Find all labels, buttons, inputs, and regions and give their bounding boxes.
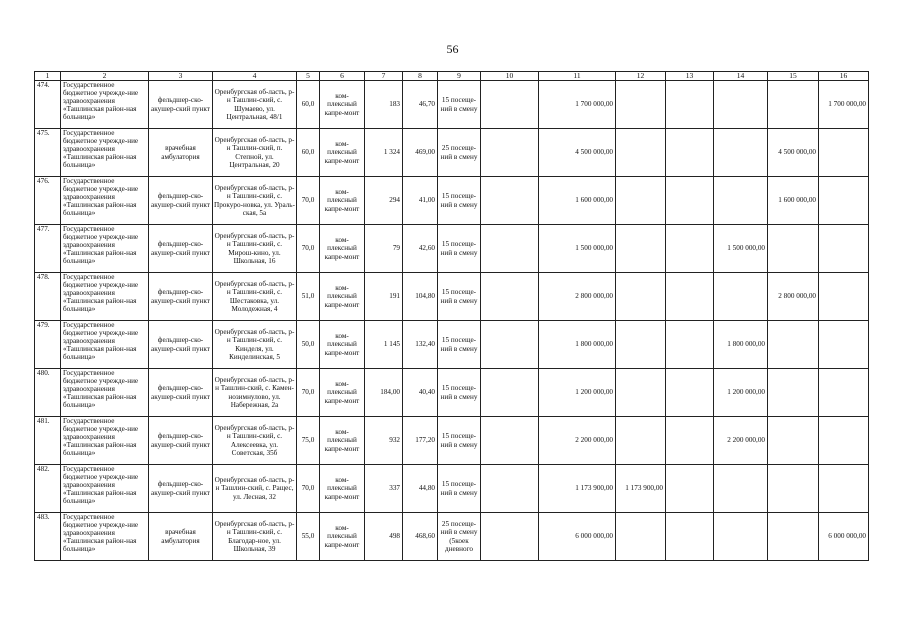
amount-col14-cell: 1 200 000,00 — [714, 369, 768, 417]
population-cell: 294 — [365, 177, 403, 225]
amount-col10-cell — [481, 513, 539, 561]
amount-col12-cell — [616, 417, 666, 465]
amount-col15-cell: 1 600 000,00 — [768, 177, 819, 225]
facilities-table — [34, 71, 869, 561]
amount-col10-cell — [481, 369, 539, 417]
amount-col16-cell — [819, 129, 869, 177]
population-cell: 1 145 — [365, 321, 403, 369]
column-number: 15 — [768, 72, 819, 81]
amount-col14-cell — [714, 129, 768, 177]
column-number: 11 — [539, 72, 616, 81]
capacity-cell: 15 посеще-ний в смену — [438, 465, 481, 513]
row-number: 482. — [35, 465, 61, 513]
work-type-cell: ком-плексный капре-монт — [320, 465, 365, 513]
address-cell: Оренбургская об-ласть, р-н Ташлин-ский, с. Шумаево, ул. Центральная, 48/1 — [213, 81, 297, 129]
amount-col12-cell — [616, 321, 666, 369]
work-type-cell: ком-плексный капре-монт — [320, 225, 365, 273]
amount-col13-cell — [666, 513, 714, 561]
column-number: 2 — [61, 72, 149, 81]
amount-col13-cell — [666, 81, 714, 129]
row-number: 483. — [35, 513, 61, 561]
work-type-cell: ком-плексный капре-монт — [320, 273, 365, 321]
work-type-cell: ком-плексный капре-монт — [320, 129, 365, 177]
organization-cell: Государственное бюджетное учрежде-ние здравоохранения «Ташлинская район-ная больница» — [61, 369, 149, 417]
distance-cell: 42,60 — [403, 225, 438, 273]
amount-col15-cell — [768, 321, 819, 369]
organization-cell: Государственное бюджетное учрежде-ние здравоохранения «Ташлинская район-ная больница» — [61, 81, 149, 129]
work-type-cell: ком-плексный капре-монт — [320, 513, 365, 561]
population-cell: 337 — [365, 465, 403, 513]
area-cell: 75,0 — [297, 417, 320, 465]
amount-col15-cell — [768, 369, 819, 417]
capacity-cell: 25 посеще-ний в смену — [438, 129, 481, 177]
amount-total-cell: 1 500 000,00 — [539, 225, 616, 273]
amount-col14-cell: 1 500 000,00 — [714, 225, 768, 273]
amount-total-cell: 2 800 000,00 — [539, 273, 616, 321]
amount-col10-cell — [481, 225, 539, 273]
amount-col14-cell: 1 800 000,00 — [714, 321, 768, 369]
population-cell: 183 — [365, 81, 403, 129]
facility-type-cell: фельдшер-ско-акушер-ский пункт — [149, 225, 213, 273]
column-number: 13 — [666, 72, 714, 81]
amount-col14-cell — [714, 81, 768, 129]
column-number: 5 — [297, 72, 320, 81]
column-number: 12 — [616, 72, 666, 81]
amount-col13-cell — [666, 369, 714, 417]
amount-col13-cell — [666, 177, 714, 225]
amount-col12-cell — [616, 513, 666, 561]
capacity-cell: 15 посеще-ний в смену — [438, 177, 481, 225]
amount-col16-cell: 1 700 000,00 — [819, 81, 869, 129]
area-cell: 50,0 — [297, 321, 320, 369]
amount-col13-cell — [666, 273, 714, 321]
table-row — [35, 273, 869, 321]
row-number: 474. — [35, 81, 61, 129]
row-number: 478. — [35, 273, 61, 321]
row-number: 476. — [35, 177, 61, 225]
address-cell: Оренбургская об-ласть, р-н Ташлин-ский, с. Шестаковка, ул. Молодежная, 4 — [213, 273, 297, 321]
population-cell: 498 — [365, 513, 403, 561]
amount-col15-cell — [768, 417, 819, 465]
amount-col10-cell — [481, 81, 539, 129]
amount-total-cell: 2 200 000,00 — [539, 417, 616, 465]
amount-total-cell: 6 000 000,00 — [539, 513, 616, 561]
organization-cell: Государственное бюджетное учрежде-ние здравоохранения «Ташлинская район-ная больница» — [61, 225, 149, 273]
amount-col10-cell — [481, 321, 539, 369]
amount-col10-cell — [481, 129, 539, 177]
population-cell: 184,00 — [365, 369, 403, 417]
facility-type-cell: фельдшер-ско-акушер-ский пункт — [149, 321, 213, 369]
facility-type-cell: фельдшер-ско-акушер-ский пункт — [149, 177, 213, 225]
amount-col12-cell — [616, 177, 666, 225]
organization-cell: Государственное бюджетное учрежде-ние здравоохранения «Ташлинская район-ная больница» — [61, 417, 149, 465]
distance-cell: 104,80 — [403, 273, 438, 321]
table-row — [35, 225, 869, 273]
address-cell: Оренбургская об-ласть, р-н Ташлин-ский, с. Прокуро-новка, ул. Ураль-ская, 5а — [213, 177, 297, 225]
population-cell: 79 — [365, 225, 403, 273]
amount-col15-cell: 4 500 000,00 — [768, 129, 819, 177]
column-number: 3 — [149, 72, 213, 81]
amount-col14-cell — [714, 273, 768, 321]
amount-col12-cell: 1 173 900,00 — [616, 465, 666, 513]
row-number: 479. — [35, 321, 61, 369]
amount-col10-cell — [481, 273, 539, 321]
row-number: 475. — [35, 129, 61, 177]
distance-cell: 46,70 — [403, 81, 438, 129]
distance-cell: 469,00 — [403, 129, 438, 177]
distance-cell: 44,80 — [403, 465, 438, 513]
area-cell: 60,0 — [297, 81, 320, 129]
column-number: 16 — [819, 72, 869, 81]
area-cell: 70,0 — [297, 177, 320, 225]
area-cell: 55,0 — [297, 513, 320, 561]
amount-col12-cell — [616, 273, 666, 321]
capacity-cell: 15 посеще-ний в смену — [438, 369, 481, 417]
population-cell: 932 — [365, 417, 403, 465]
amount-col16-cell — [819, 369, 869, 417]
capacity-cell: 15 посеще-ний в смену — [438, 225, 481, 273]
distance-cell: 41,00 — [403, 177, 438, 225]
table-row — [35, 177, 869, 225]
capacity-cell: 15 посеще-ний в смену — [438, 273, 481, 321]
address-cell: Оренбургская об-ласть, р-н Ташлин-ский, с. Кинделя, ул. Кинделинская, 5 — [213, 321, 297, 369]
address-cell: Оренбургская об-ласть, р-н Ташлин-ский, с. Камен-нозимнулово, ул. Набережная, 2а — [213, 369, 297, 417]
amount-col12-cell — [616, 225, 666, 273]
facility-type-cell: врачебная амбулатория — [149, 129, 213, 177]
amount-col15-cell — [768, 81, 819, 129]
amount-col12-cell — [616, 81, 666, 129]
area-cell: 51,0 — [297, 273, 320, 321]
table-row — [35, 81, 869, 129]
amount-col15-cell — [768, 225, 819, 273]
column-number-row — [35, 72, 869, 81]
amount-col13-cell — [666, 321, 714, 369]
table-row — [35, 321, 869, 369]
amount-col10-cell — [481, 465, 539, 513]
address-cell: Оренбургская об-ласть, р-н Ташлин-ский, п. Степной, ул. Центральная, 20 — [213, 129, 297, 177]
amount-col16-cell — [819, 321, 869, 369]
column-number: 14 — [714, 72, 768, 81]
facility-type-cell: фельдшер-ско-акушер-ский пункт — [149, 417, 213, 465]
amount-col13-cell — [666, 225, 714, 273]
address-cell: Оренбургская об-ласть, р-н Ташлин-ский, с. Мирош-кино, ул. Школьная, 16 — [213, 225, 297, 273]
amount-col16-cell — [819, 177, 869, 225]
population-cell: 1 324 — [365, 129, 403, 177]
amount-col12-cell — [616, 129, 666, 177]
distance-cell: 132,40 — [403, 321, 438, 369]
amount-col16-cell — [819, 417, 869, 465]
organization-cell: Государственное бюджетное учрежде-ние здравоохранения «Ташлинская район-ная больница» — [61, 465, 149, 513]
page-number: 56 — [446, 42, 459, 56]
address-cell: Оренбургская об-ласть, р-н Ташлин-ский, с. Алексеевка, ул. Советская, 35б — [213, 417, 297, 465]
capacity-cell: 15 посеще-ний в смену — [438, 81, 481, 129]
facility-type-cell: фельдшер-ско-акушер-ский пункт — [149, 369, 213, 417]
amount-col14-cell — [714, 465, 768, 513]
area-cell: 70,0 — [297, 465, 320, 513]
amount-col16-cell — [819, 273, 869, 321]
amount-col16-cell: 6 000 000,00 — [819, 513, 869, 561]
work-type-cell: ком-плексный капре-монт — [320, 417, 365, 465]
amount-total-cell: 1 600 000,00 — [539, 177, 616, 225]
table-row — [35, 129, 869, 177]
amount-col14-cell: 2 200 000,00 — [714, 417, 768, 465]
distance-cell: 468,60 — [403, 513, 438, 561]
amount-col16-cell — [819, 465, 869, 513]
row-number: 481. — [35, 417, 61, 465]
column-number: 6 — [320, 72, 365, 81]
column-number: 1 — [35, 72, 61, 81]
column-number: 4 — [213, 72, 297, 81]
amount-col14-cell — [714, 513, 768, 561]
capacity-cell: 15 посеще-ний в смену — [438, 417, 481, 465]
amount-total-cell: 1 800 000,00 — [539, 321, 616, 369]
column-number: 9 — [438, 72, 481, 81]
address-cell: Оренбургская об-ласть, р-н Ташлин-ский, с. Благодар-ное, ул. Школьная, 39 — [213, 513, 297, 561]
area-cell: 60,0 — [297, 129, 320, 177]
table-row — [35, 417, 869, 465]
facility-type-cell: фельдшер-ско-акушер-ский пункт — [149, 81, 213, 129]
address-cell: Оренбургская об-ласть, р-н Ташлин-ский, с. Ращес, ул. Лесная, 32 — [213, 465, 297, 513]
facility-type-cell: фельдшер-ско-акушер-ский пункт — [149, 273, 213, 321]
table-row — [35, 513, 869, 561]
amount-total-cell: 1 200 000,00 — [539, 369, 616, 417]
organization-cell: Государственное бюджетное учрежде-ние здравоохранения «Ташлинская район-ная больница» — [61, 273, 149, 321]
amount-col13-cell — [666, 465, 714, 513]
facility-type-cell: врачебная амбулатория — [149, 513, 213, 561]
amount-col10-cell — [481, 417, 539, 465]
table-row — [35, 369, 869, 417]
amount-col14-cell — [714, 177, 768, 225]
area-cell: 70,0 — [297, 225, 320, 273]
capacity-cell: 25 посеще-ний в смену (5коек дневного — [438, 513, 481, 561]
population-cell: 191 — [365, 273, 403, 321]
amount-col13-cell — [666, 417, 714, 465]
amount-col13-cell — [666, 129, 714, 177]
work-type-cell: ком-плексный капре-монт — [320, 177, 365, 225]
work-type-cell: ком-плексный капре-монт — [320, 81, 365, 129]
organization-cell: Государственное бюджетное учрежде-ние здравоохранения «Ташлинская район-ная больница» — [61, 513, 149, 561]
distance-cell: 177,20 — [403, 417, 438, 465]
capacity-cell: 15 посеще-ний в смену — [438, 321, 481, 369]
column-number: 8 — [403, 72, 438, 81]
work-type-cell: ком-плексный капре-монт — [320, 321, 365, 369]
distance-cell: 40,40 — [403, 369, 438, 417]
amount-total-cell: 1 700 000,00 — [539, 81, 616, 129]
column-number: 10 — [481, 72, 539, 81]
column-number: 7 — [365, 72, 403, 81]
amount-total-cell: 4 500 000,00 — [539, 129, 616, 177]
row-number: 480. — [35, 369, 61, 417]
table-row — [35, 465, 869, 513]
amount-total-cell: 1 173 900,00 — [539, 465, 616, 513]
amount-col15-cell — [768, 513, 819, 561]
area-cell: 70,0 — [297, 369, 320, 417]
facility-type-cell: фельдшер-ско-акушер-ский пункт — [149, 465, 213, 513]
amount-col15-cell: 2 800 000,00 — [768, 273, 819, 321]
amount-col15-cell — [768, 465, 819, 513]
organization-cell: Государственное бюджетное учрежде-ние здравоохранения «Ташлинская район-ная больница» — [61, 177, 149, 225]
organization-cell: Государственное бюджетное учрежде-ние здравоохранения «Ташлинская район-ная больница» — [61, 321, 149, 369]
amount-col16-cell — [819, 225, 869, 273]
row-number: 477. — [35, 225, 61, 273]
organization-cell: Государственное бюджетное учрежде-ние здравоохранения «Ташлинская район-ная больница» — [61, 129, 149, 177]
amount-col10-cell — [481, 177, 539, 225]
amount-col12-cell — [616, 369, 666, 417]
work-type-cell: ком-плексный капре-монт — [320, 369, 365, 417]
